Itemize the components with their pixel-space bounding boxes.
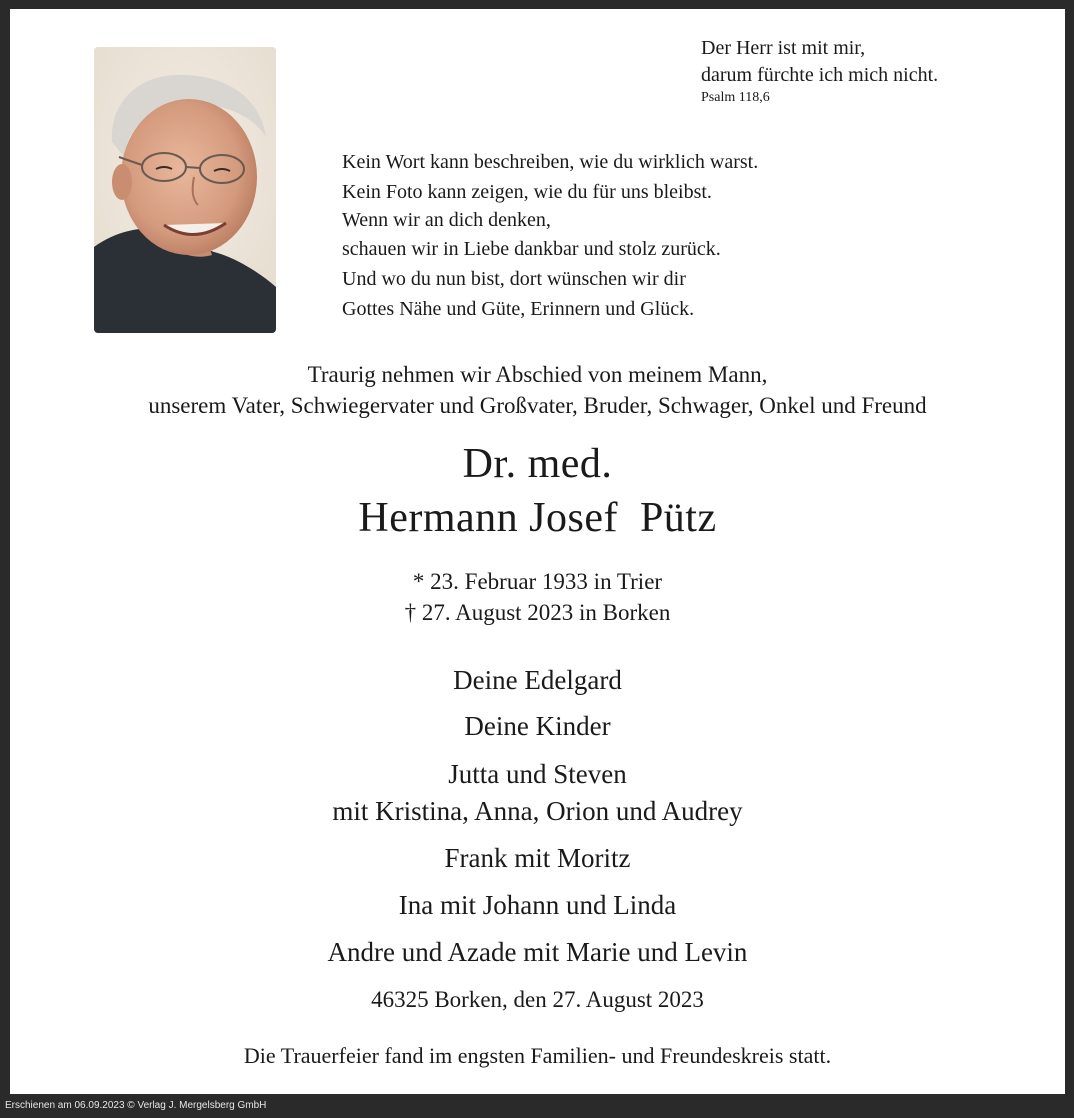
poem-line: Kein Foto kann zeigen, wie du für uns bleibst. [342, 181, 712, 203]
mourner-children-heading: Deine Kinder [464, 711, 611, 741]
deceased-name: Hermann Josef Pütz [358, 495, 717, 541]
footer-bar [0, 1096, 1074, 1118]
poem-line: Gottes Nähe und Güte, Erinnern und Glück. [342, 298, 695, 320]
portrait-photo [94, 47, 276, 333]
psalm-line-2: darum fürchte ich mich nicht. [701, 64, 939, 86]
mourner-family-3: Ina mit Johann und Linda [398, 890, 677, 920]
mourner-family-2: Frank mit Moritz [444, 843, 631, 873]
psalm-line-1: Der Herr ist mit mir, [701, 37, 866, 59]
mourner-family-1: Jutta und Steven [448, 759, 627, 789]
deceased-title: Dr. med. [462, 441, 613, 487]
poem-line: Kein Wort kann beschreiben, wie du wirklich warst. [342, 151, 759, 173]
psalm-reference: Psalm 118,6 [701, 90, 770, 105]
poem-line: Wenn wir an dich denken, [342, 209, 551, 231]
memorial-poem [342, 147, 758, 324]
publication-credit: Erschienen am 06.09.2023 © Verlag J. Mergelsberg GmbH [5, 1100, 267, 1111]
life-dates [10, 566, 1065, 628]
psalm-quote [701, 35, 938, 107]
mourner-wife: Deine Edelgard [453, 665, 622, 695]
place-and-date: 46325 Borken, den 27. August 2023 [371, 987, 704, 1012]
poem-line: Und wo du nun bist, dort wünschen wir dir [342, 268, 686, 290]
intro-line-2: unserem Vater, Schwiegervater und Großvater, Bruder, Schwager, Onkel und Freund [148, 393, 927, 418]
poem-line: schauen wir in Liebe dankbar und stolz zurück. [342, 238, 721, 260]
farewell-intro [10, 359, 1065, 421]
death-date: † 27. August 2023 in Borken [404, 600, 671, 625]
mourner-family-1-children: mit Kristina, Anna, Orion und Audrey [332, 796, 743, 826]
birth-date: * 23. Februar 1933 in Trier [412, 569, 663, 594]
funeral-note: Die Trauerfeier fand im engsten Familien- und Freundeskreis statt. [243, 1043, 832, 1068]
obituary-notice [10, 9, 1065, 1094]
mourner-family-4: Andre und Azade mit Marie und Levin [327, 937, 748, 967]
intro-line-1: Traurig nehmen wir Abschied von meinem Mann, [307, 362, 768, 387]
